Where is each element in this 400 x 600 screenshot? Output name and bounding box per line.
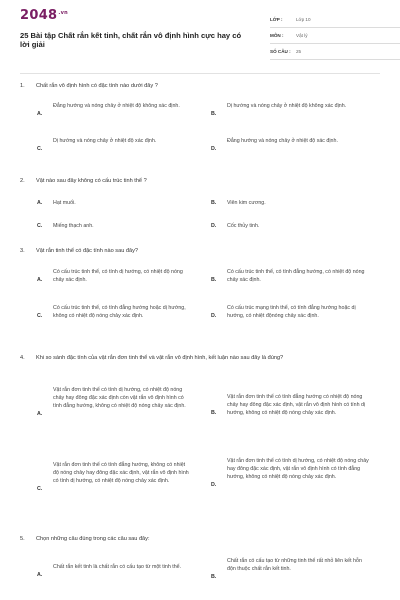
option-text: Vật rắn đơn tinh thể có tính dị hướng, có nhiệt độ nóng chảy hay đông đặc xác định còn vật rắn vô định hình có tính đẳng hướng, không có nhiệt độ nóng chảy xác định. xyxy=(53,387,186,410)
question-text: Chất rắn vô định hình có đặc tính nào dưới đây ? xyxy=(36,83,158,89)
option-4b[interactable] xyxy=(211,393,369,418)
option-label: B. xyxy=(211,111,217,117)
option-3c[interactable] xyxy=(37,304,192,320)
option-label: A. xyxy=(37,200,43,206)
meta-value: Vật lý xyxy=(296,33,308,38)
option-1d[interactable] xyxy=(211,137,369,152)
option-1c[interactable] xyxy=(37,137,192,152)
question-text: Khi so sánh đặc tính của vật rắn đơn tinh thể và vật rắn vô định hình, kết luận nào sau đây là đúng? xyxy=(36,355,284,361)
option-text: Hạt muối. xyxy=(53,200,76,206)
option-text: Có cấu trúc tinh thể, có tính đẳng hướng hoặc dị hướng, không có nhiệt độ nóng chảy xác định. xyxy=(53,305,186,320)
question-text: Chọn những câu đúng trong các câu sau đây: xyxy=(36,536,150,542)
option-2d[interactable] xyxy=(211,222,369,230)
question-text: Vật nào sau đây không có cấu trúc tinh thể ? xyxy=(36,178,147,184)
question-5 xyxy=(20,535,380,543)
meta-value: 25 xyxy=(296,49,302,54)
option-1a[interactable] xyxy=(37,102,192,117)
question-number: 2. xyxy=(20,178,25,184)
option-label: B. xyxy=(211,200,217,206)
option-label: C. xyxy=(37,223,43,229)
question-3 xyxy=(20,247,380,255)
option-text: Có cấu trúc tinh thể, có tính dị hướng, có nhiệt độ nóng chảy xác định. xyxy=(53,269,183,284)
option-4c[interactable] xyxy=(37,461,192,492)
option-1b[interactable] xyxy=(211,102,369,117)
option-5a[interactable] xyxy=(37,563,192,578)
option-text: Vật rắn đơn tinh thể có tính dị hướng, có nhiệt độ nóng chảy hay đông đặc xác định, vật rắn vô định hình có tính đẳng hướng, không có nhiệt độ nóng chảy xác định. xyxy=(227,458,369,481)
question-2 xyxy=(20,177,380,185)
meta-count xyxy=(270,44,400,60)
option-label: C. xyxy=(37,313,43,319)
document-meta xyxy=(270,12,400,60)
option-3b[interactable] xyxy=(211,268,369,284)
question-4 xyxy=(20,354,370,362)
meta-key: MÔN : xyxy=(270,33,284,38)
header-divider xyxy=(20,73,380,74)
option-label: D. xyxy=(211,313,217,319)
meta-key: SỐ CÂU : xyxy=(270,49,291,54)
option-label: B. xyxy=(211,574,217,580)
option-3d[interactable] xyxy=(211,304,369,320)
option-4a[interactable] xyxy=(37,386,192,417)
meta-class xyxy=(270,12,400,28)
question-text: Vật rắn tinh thể có đặc tính nào sau đây? xyxy=(36,248,139,254)
option-2a[interactable] xyxy=(37,199,192,207)
option-text: Chất rắn kết tinh là chất rắn có cấu tạo từ một tinh thể. xyxy=(53,564,182,570)
meta-key: LỚP : xyxy=(270,17,283,22)
option-text: Đẳng hướng và nóng chảy ở nhiệt độ không xác định. xyxy=(53,103,180,109)
option-label: B. xyxy=(211,277,217,283)
option-text: Vật rắn đơn tinh thể có tính đẳng hướng có nhiệt độ nóng chảy hay đông đặc xác định, vật rắn vô định hình có tính dị hướng, không có nhiệt độ nóng chảy xác định. xyxy=(227,394,366,417)
option-text: Miếng thạch anh. xyxy=(53,223,94,229)
option-label: D. xyxy=(211,482,217,488)
document-header xyxy=(14,0,386,70)
meta-value: Lớp 10 xyxy=(296,17,311,22)
option-label: D. xyxy=(211,223,217,229)
question-number: 3. xyxy=(20,248,25,254)
document-title: 25 Bài tập Chất rắn kết tinh, chất rắn vô định hình cực hay có lời giải xyxy=(20,31,242,50)
option-label: A. xyxy=(37,111,43,117)
option-label: B. xyxy=(211,410,217,416)
option-3a[interactable] xyxy=(37,268,192,284)
option-text: Dị hướng và nóng chảy ở nhiệt độ xác định. xyxy=(53,138,157,144)
question-number: 4. xyxy=(20,355,25,361)
question-1 xyxy=(20,82,380,90)
option-2b[interactable] xyxy=(211,199,369,207)
option-label: C. xyxy=(37,486,43,492)
option-text: Viên kim cương. xyxy=(227,200,266,206)
option-label: A. xyxy=(37,277,43,283)
site-logo[interactable]: $2048^{.vn}$ xyxy=(20,8,69,23)
option-text: Có cấu trúc mạng tinh thể, có tính đẳng hướng hoặc dị hướng, có nhiệt độnóng chảy xác định. xyxy=(227,305,356,320)
option-5b[interactable] xyxy=(211,557,369,580)
option-text: Dị hướng và nóng chảy ở nhiệt độ không xác định. xyxy=(227,103,347,109)
option-text: Cốc thủy tinh. xyxy=(227,223,260,229)
meta-subject xyxy=(270,28,400,44)
option-4d[interactable] xyxy=(211,457,369,488)
option-text: Chất rắn có cấu tạo từ những tinh thể rất nhỏ liên kết hỗn độn thuộc chất rắn kết tinh. xyxy=(227,558,362,573)
option-label: A. xyxy=(37,572,43,578)
option-text: Vật rắn đơn tinh thể có tính đẳng hướng, không có nhiệt độ nóng chảy hay đông đặc xác định, vật rắn vô định hình có tính dị hướng, có nhiệt độ nóng chảy xác định. xyxy=(53,462,189,485)
option-label: D. xyxy=(211,146,217,152)
option-label: C. xyxy=(37,146,43,152)
question-number: 1. xyxy=(20,83,25,89)
option-2c[interactable] xyxy=(37,222,192,230)
option-label: A. xyxy=(37,411,43,417)
option-text: Có cấu trúc tinh thể, có tính đẳng hướng, có nhiệt độ nóng chảy xác định. xyxy=(227,269,365,284)
option-text: Đẳng hướng và nóng chảy ở nhiệt độ xác định. xyxy=(227,138,338,144)
question-number: 5. xyxy=(20,536,25,542)
